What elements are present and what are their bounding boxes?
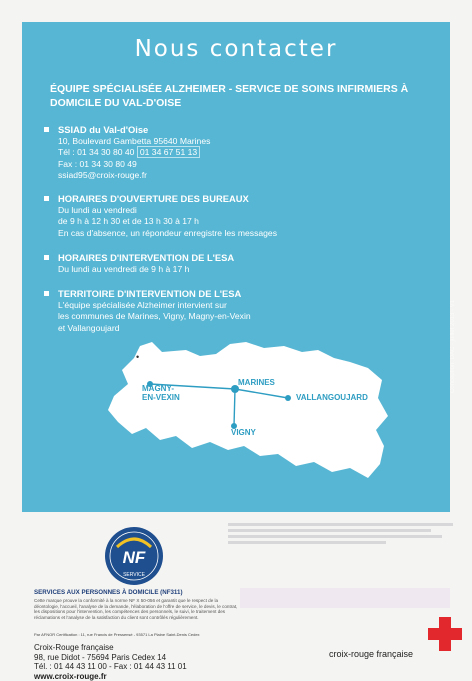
bullet-icon xyxy=(44,255,49,260)
page-title: Nous contacter xyxy=(22,36,450,62)
brand-main: croix-rouge xyxy=(329,649,374,659)
text-line: les communes de Marines, Vigny, Magny-en-Vexin xyxy=(58,311,251,323)
bleed-through-text xyxy=(228,520,453,578)
bullet-icon xyxy=(44,127,49,132)
org-name: Croix-Rouge française xyxy=(34,643,187,653)
bleed-band xyxy=(240,588,450,608)
fax-line: Fax : 01 34 30 80 49 xyxy=(58,159,210,171)
phone-line xyxy=(58,147,210,159)
phone-number-extra[interactable]: 01 34 67 51 13 xyxy=(137,146,200,158)
section-heading: HORAIRES D'OUVERTURE DES BUREAUX xyxy=(58,193,249,205)
map-dot-mark: • xyxy=(136,352,139,362)
map-label-vigny: VIGNY xyxy=(231,428,256,437)
nf-logo-small: SERVICE xyxy=(123,572,146,578)
org-website-link[interactable]: www.croix-rouge.fr xyxy=(34,672,187,681)
phone-number[interactable]: Tél : 01 34 30 80 40 xyxy=(58,147,134,157)
org-street: 98, rue Didot - 75694 Paris Cedex 14 xyxy=(34,653,187,663)
services-body: Cette marque prouve la conformité à la norme NF X 50-056 et garantit que le respect de la déontologie, l'accueil, l'analyse de la demande, l'élaboration de l'offre de service, le devis, le contrat, les dispositions pour l'intervention, les compétences des personnels, le suivi, le traitement des réclamations et l'analyse de la satisfaction du client sont contrôlés régulièrement. xyxy=(34,598,239,620)
territory-shape xyxy=(108,342,388,478)
map-point-vallangoujard xyxy=(285,395,291,401)
text-line: L'équipe spécialisée Alzheimer intervient sur xyxy=(58,300,251,312)
section-esa-hours xyxy=(44,252,234,275)
bullet-icon xyxy=(44,196,49,201)
map-label-marines: MARINES xyxy=(238,378,275,387)
organization-address xyxy=(34,643,187,681)
red-cross-icon xyxy=(428,617,462,651)
text-line: et Vallangoujard xyxy=(58,323,251,335)
section-office-hours xyxy=(44,193,277,239)
text-line: de 9 h à 12 h 30 et de 13 h 30 à 17 h xyxy=(58,216,277,228)
nf-service-logo-icon xyxy=(103,525,165,587)
bullet-icon xyxy=(44,291,49,296)
page-subtitle: ÉQUIPE SPÉCIALISÉE ALZHEIMER - SERVICE DE SOINS INFIRMIERS À DOMICILE DU VAL-D'OISE xyxy=(50,82,440,110)
org-phone: Tél. : 01 44 43 11 00 - Fax : 01 44 43 11 01 xyxy=(34,662,187,672)
map-label-magny: MAGNY- EN-VEXIN xyxy=(142,384,180,402)
email-link[interactable]: ssiad95@croix-rouge.fr xyxy=(58,170,210,182)
route-line xyxy=(234,389,235,426)
section-ssiad xyxy=(44,124,210,182)
territory-map xyxy=(88,318,418,490)
text-line: En cas d'absence, un répondeur enregistre les messages xyxy=(58,228,277,240)
section-heading: SSIAD du Val-d'Oise xyxy=(58,124,148,136)
map-label-vallangoujard: VALLANGOUJARD xyxy=(296,393,368,402)
nf-logo-text: NF xyxy=(123,548,146,567)
services-title: SERVICES AUX PERSONNES À DOMICILE (NF311) xyxy=(34,589,183,596)
section-heading: HORAIRES D'INTERVENTION DE L'ESA xyxy=(58,252,234,264)
section-heading: TERRITOIRE D'INTERVENTION DE L'ESA xyxy=(58,288,241,300)
brand-suffix: française xyxy=(374,649,413,659)
conception-credit: Conception: DAC - juillet 2013 - V1 xyxy=(450,300,456,393)
brand-name xyxy=(329,649,413,659)
address-line: 10, Boulevard Gambetta 95640 Marines xyxy=(58,136,210,148)
text-line: Du lundi au vendredi xyxy=(58,205,277,217)
services-certification: Par AFNOR Certification : 11, rue Francis de Pressensé - 93571 La Plaine Saint-Denis Cedex xyxy=(34,632,254,637)
text-line: Du lundi au vendredi de 9 h à 17 h xyxy=(58,264,234,276)
